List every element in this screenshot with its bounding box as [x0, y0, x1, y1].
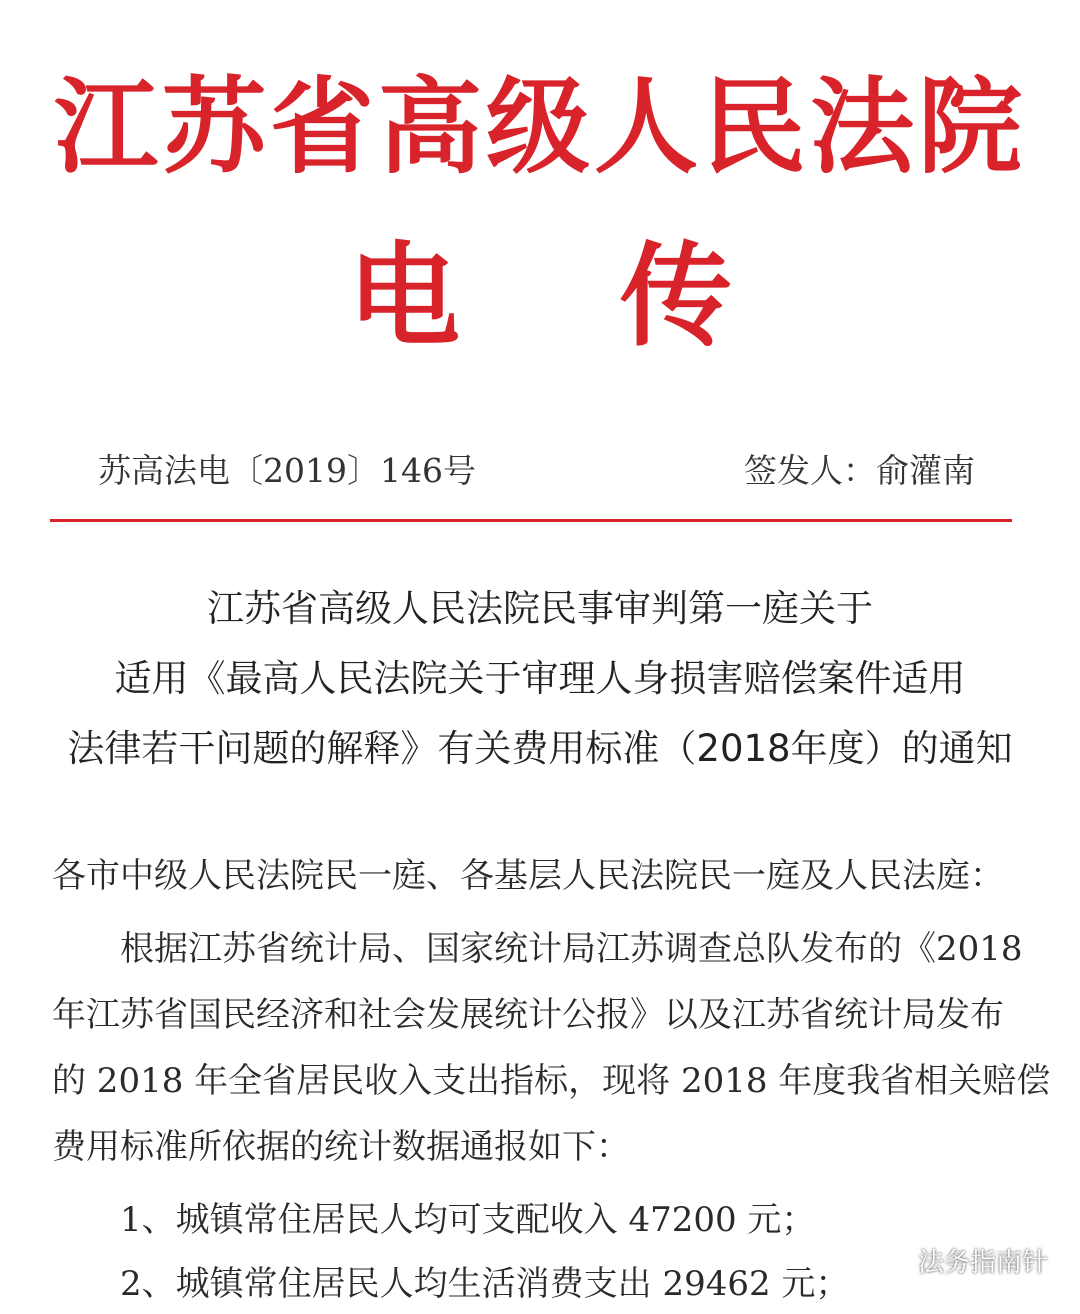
paragraph-line: 的 2018 年全省居民收入支出指标，现将 2018 年度我省相关赔偿 — [52, 1061, 1051, 1101]
body-paragraph — [52, 916, 1051, 1180]
wechat-icon — [870, 1243, 910, 1277]
paragraph-line: 年江苏省国民经济和社会发展统计公报》以及江苏省统计局发布 — [52, 995, 1004, 1035]
title-line: 法律若干问题的解释》有关费用标准（2018年度）的通知 — [67, 727, 1013, 770]
issuer-heading: 江苏省高级人民法院 — [53, 66, 1026, 188]
list-item: 2、城镇常住居民人均生活消费支出 29462 元； — [120, 1264, 850, 1304]
salutation: 各市中级人民法院民一庭、各基层人民法院民一庭及人民法庭： — [52, 856, 1004, 896]
document-type-heading: 电传 — [348, 232, 892, 362]
list-item: 1、城镇常住居民人均可支配收入 47200 元； — [120, 1200, 816, 1240]
watermark — [870, 1238, 1048, 1282]
document-number: 苏高法电〔2019〕146号 — [98, 451, 476, 490]
red-divider-line — [50, 519, 1012, 522]
paragraph-line: 费用标准所依据的统计数据通报如下： — [52, 1127, 630, 1167]
title-line: 适用《最高人民法院关于审理人身损害赔偿案件适用 — [114, 657, 966, 700]
title-line: 江苏省高级人民法院民事审判第一庭关于 — [207, 587, 873, 630]
notice-title — [0, 574, 1080, 784]
paragraph-line: 根据江苏省统计局、国家统计局江苏调查总队发布的《2018 — [120, 929, 1023, 969]
watermark-label: 法务指南针 — [918, 1247, 1049, 1278]
signer: 签发人：俞灌南 — [744, 451, 975, 490]
